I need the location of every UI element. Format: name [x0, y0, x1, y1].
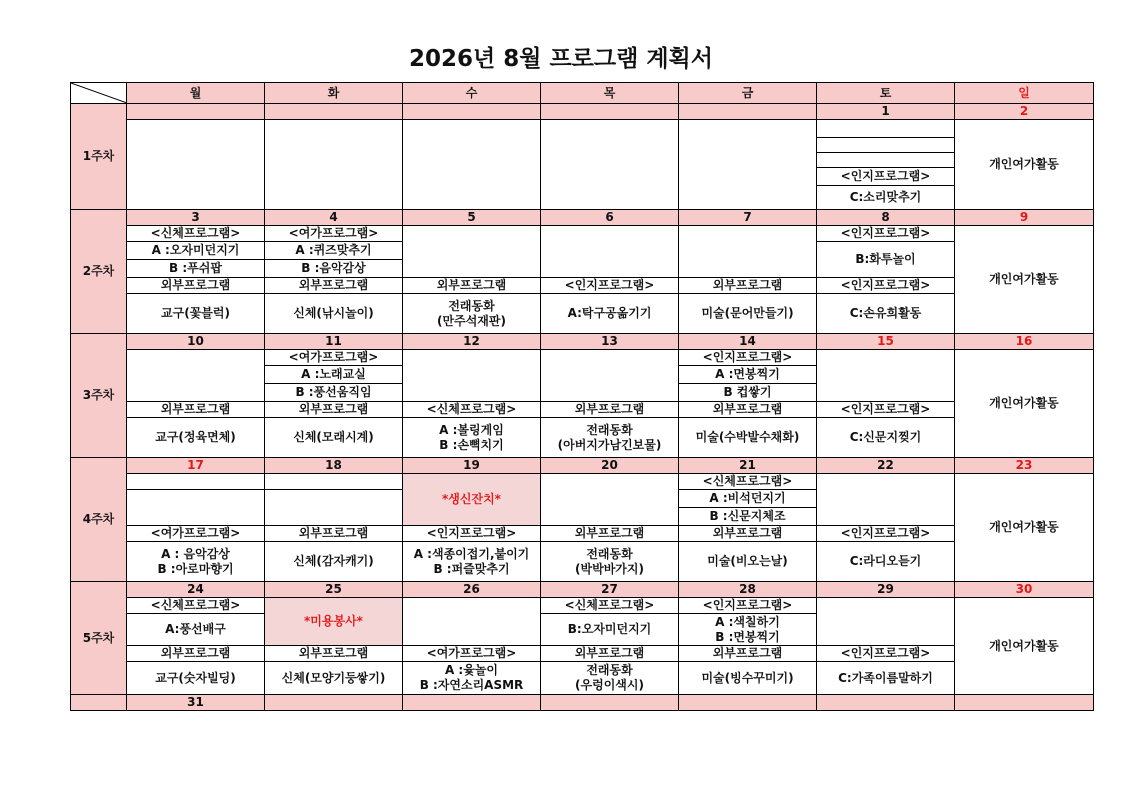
activity-option-b: B :음악감상 — [265, 260, 403, 278]
week4-row-a — [71, 474, 1094, 490]
weekday-header-row — [71, 83, 1094, 104]
empty-cell — [403, 598, 541, 646]
empty-cell — [265, 490, 403, 526]
activity-option-b: B :퍼즐맞추기 — [433, 561, 510, 576]
date-cell — [127, 104, 265, 120]
program-label: 외부프로그램 — [679, 526, 817, 542]
date-cell — [679, 695, 817, 711]
date-cell: 11 — [265, 334, 403, 350]
activity-cell — [403, 418, 541, 458]
date-cell: 8 — [817, 210, 955, 226]
program-label: 외부프로그램 — [265, 526, 403, 542]
date-cell — [403, 695, 541, 711]
program-label: 외부프로그램 — [541, 526, 679, 542]
page-title: 2026년 8월 프로그램 계획서 — [408, 46, 713, 72]
activity-option-b: B :푸쉬팝 — [127, 260, 265, 278]
day-header-sat: 토 — [817, 83, 955, 104]
activity-cell — [403, 662, 541, 695]
activity-cell: A:탁구공옮기기 — [541, 294, 679, 334]
program-label: 외부프로그램 — [127, 646, 265, 662]
empty-cell — [127, 120, 265, 210]
program-label: 외부프로그램 — [265, 278, 403, 294]
sunday-activity: 개인여가활동 — [955, 350, 1094, 458]
date-cell: 25 — [265, 582, 403, 598]
program-label: <인지프로그램> — [679, 350, 817, 366]
week2-row-a — [71, 226, 1094, 242]
day-header-sun: 일 — [955, 83, 1094, 104]
date-row-week3 — [71, 334, 1094, 350]
empty-cell — [127, 490, 265, 526]
activity-option-b: B :신문지체조 — [679, 508, 817, 526]
week3-row-a — [71, 350, 1094, 366]
empty-cell — [541, 226, 679, 278]
activity-option-a: A :퀴즈맞추기 — [265, 242, 403, 260]
header-corner-cell — [71, 83, 127, 104]
date-cell: 19 — [403, 458, 541, 474]
date-cell — [403, 104, 541, 120]
activity-option-a: A :색칠하기 — [715, 614, 780, 629]
program-label: <신체프로그램> — [403, 402, 541, 418]
date-cell: 21 — [679, 458, 817, 474]
program-label: <여가프로그램> — [265, 226, 403, 242]
date-cell: 5 — [403, 210, 541, 226]
date-cell: 9 — [955, 210, 1094, 226]
date-cell: 26 — [403, 582, 541, 598]
program-label: <여가프로그램> — [403, 646, 541, 662]
program-label: <신체프로그램> — [127, 226, 265, 242]
activity-cell: C:손유희활동 — [817, 294, 955, 334]
date-cell — [817, 695, 955, 711]
sunday-activity: 개인여가활동 — [955, 120, 1094, 210]
program-label: <인지프로그램> — [403, 526, 541, 542]
date-cell: 20 — [541, 458, 679, 474]
week-label-5: 5주차 — [71, 582, 127, 695]
date-cell — [679, 104, 817, 120]
activity-cell: C:신문지찢기 — [817, 418, 955, 458]
date-cell: 16 — [955, 334, 1094, 350]
activity-line-1: 전래동화 — [586, 663, 633, 677]
program-label: 외부프로그램 — [541, 646, 679, 662]
program-label: <신체프로그램> — [127, 598, 265, 614]
date-row-week5 — [71, 582, 1094, 598]
activity-cell — [541, 418, 679, 458]
activity-cell: 미술(빙수꾸미기) — [679, 662, 817, 695]
date-cell: 2 — [955, 104, 1094, 120]
empty-cell — [817, 138, 955, 153]
activity-cell — [403, 542, 541, 582]
date-cell — [955, 695, 1094, 711]
date-cell — [265, 104, 403, 120]
activity-option-b: B :아로마향기 — [157, 561, 234, 576]
activity-option-a: A :볼링게임 — [439, 422, 504, 437]
empty-cell — [127, 350, 265, 402]
empty-cell — [817, 598, 955, 646]
program-label: <인지프로그램> — [817, 402, 955, 418]
activity-cell: 신체(모양기둥쌓기) — [265, 662, 403, 695]
program-label: <인지프로그램> — [817, 226, 955, 242]
empty-cell — [265, 120, 403, 210]
date-cell: 3 — [127, 210, 265, 226]
program-label: 외부프로그램 — [403, 278, 541, 294]
date-cell — [265, 695, 403, 711]
empty-cell — [817, 120, 955, 138]
date-cell: 18 — [265, 458, 403, 474]
week5-row-c — [71, 646, 1094, 662]
empty-cell — [265, 474, 403, 490]
activity-cell: 미술(수박발수채화) — [679, 418, 817, 458]
program-label: <인지프로그램> — [817, 526, 955, 542]
empty-cell — [541, 120, 679, 210]
empty-cell — [817, 153, 955, 168]
week3-row-d — [71, 402, 1094, 418]
activity-option-b: B :풍선움직임 — [265, 384, 403, 402]
week5-row-d — [71, 662, 1094, 695]
day-header-thu: 목 — [541, 83, 679, 104]
week2-row-e — [71, 294, 1094, 334]
activity-line-2: (아버지가남긴보물) — [557, 437, 662, 452]
activity-cell: B:화투놀이 — [817, 242, 955, 278]
activity-cell: C:소리맞추기 — [817, 186, 955, 210]
empty-cell — [541, 350, 679, 402]
activity-option-b: B :면봉찍기 — [715, 629, 780, 644]
program-label: 외부프로그램 — [127, 402, 265, 418]
date-cell: 10 — [127, 334, 265, 350]
program-label: 외부프로그램 — [127, 278, 265, 294]
date-row-week6 — [71, 695, 1094, 711]
week4-row-d — [71, 526, 1094, 542]
date-cell: 4 — [265, 210, 403, 226]
program-label: 외부프로그램 — [679, 646, 817, 662]
activity-cell: 교구(정육면체) — [127, 418, 265, 458]
empty-cell — [817, 474, 955, 526]
activity-cell: A:풍선배구 — [127, 614, 265, 646]
day-header-mon: 월 — [127, 83, 265, 104]
activity-cell: 신체(모래시계) — [265, 418, 403, 458]
date-cell: 1 — [817, 104, 955, 120]
week2-row-d — [71, 278, 1094, 294]
activity-cell — [679, 614, 817, 646]
week4-row-e — [71, 542, 1094, 582]
week-label-6 — [71, 695, 127, 711]
program-label: 외부프로그램 — [679, 278, 817, 294]
activity-cell: C:가족이름말하기 — [817, 662, 955, 695]
date-cell: 30 — [955, 582, 1094, 598]
program-label: 외부프로그램 — [265, 402, 403, 418]
activity-cell: 교구(꽃블럭) — [127, 294, 265, 334]
week5-row-a — [71, 598, 1094, 614]
program-label: <인지프로그램> — [679, 598, 817, 614]
activity-line-1: 전래동화 — [586, 546, 633, 561]
date-cell — [541, 695, 679, 711]
program-label: <인지프로그램> — [817, 168, 955, 186]
date-row-week2 — [71, 210, 1094, 226]
week-label-3: 3주차 — [71, 334, 127, 458]
activity-line-1: 전래동화 — [448, 298, 495, 313]
program-label: <인지프로그램> — [541, 278, 679, 294]
day-header-wed: 수 — [403, 83, 541, 104]
date-cell: 27 — [541, 582, 679, 598]
activity-cell: 신체(감자캐기) — [265, 542, 403, 582]
activity-option-a: A : 음악감상 — [161, 546, 230, 561]
activity-option-a: A :면봉찍기 — [679, 366, 817, 384]
activity-option-b: B 컵쌓기 — [679, 384, 817, 402]
week1-row-a — [71, 120, 1094, 138]
empty-cell — [403, 350, 541, 402]
activity-cell — [127, 542, 265, 582]
program-label: 외부프로그램 — [265, 646, 403, 662]
activity-option-a: A :색종이접기,붙이기 — [413, 546, 530, 561]
date-cell: 22 — [817, 458, 955, 474]
sunday-activity: 개인여가활동 — [955, 598, 1094, 695]
date-row-week1 — [71, 104, 1094, 120]
week-label-2: 2주차 — [71, 210, 127, 334]
date-cell: 31 — [127, 695, 265, 711]
empty-cell — [679, 226, 817, 278]
program-label: <여가프로그램> — [265, 350, 403, 366]
diagonal-line — [71, 83, 127, 103]
activity-option-a: A :오자미던지기 — [127, 242, 265, 260]
activity-cell: 미술(문어만들기) — [679, 294, 817, 334]
birthday-party-event: *생신잔치* — [403, 474, 541, 526]
empty-cell — [403, 120, 541, 210]
activity-option-a: A :노래교실 — [265, 366, 403, 384]
activity-cell — [541, 542, 679, 582]
week-label-4: 4주차 — [71, 458, 127, 582]
date-cell: 29 — [817, 582, 955, 598]
activity-line-2: (만주석재판) — [437, 313, 506, 328]
beauty-volunteer-event: *미용봉사* — [265, 598, 403, 646]
empty-cell — [679, 120, 817, 210]
date-row-week4 — [71, 458, 1094, 474]
activity-cell: 교구(숫자빌딩) — [127, 662, 265, 695]
date-cell: 15 — [817, 334, 955, 350]
program-calendar-table — [70, 82, 1094, 711]
activity-option-a: A :윷놀이 — [444, 663, 499, 677]
date-cell: 6 — [541, 210, 679, 226]
activity-cell: 신체(낚시놀이) — [265, 294, 403, 334]
program-label: <인지프로그램> — [817, 278, 955, 294]
program-label: <인지프로그램> — [817, 646, 955, 662]
date-cell: 24 — [127, 582, 265, 598]
week-label-1: 1주차 — [71, 104, 127, 210]
activity-cell: 미술(비오는날) — [679, 542, 817, 582]
activity-cell — [541, 662, 679, 695]
program-label: <신체프로그램> — [541, 598, 679, 614]
activity-cell: B:오자미던지기 — [541, 614, 679, 646]
empty-cell — [817, 350, 955, 402]
empty-cell — [127, 474, 265, 490]
date-cell: 17 — [127, 458, 265, 474]
date-cell — [541, 104, 679, 120]
activity-option-b: B :손뼉치기 — [439, 437, 504, 452]
program-label: <신체프로그램> — [679, 474, 817, 490]
activity-option-b: B :자연소리ASMR — [419, 678, 524, 692]
empty-cell — [403, 226, 541, 278]
date-cell: 7 — [679, 210, 817, 226]
day-header-fri: 금 — [679, 83, 817, 104]
program-label: 외부프로그램 — [541, 402, 679, 418]
sunday-activity: 개인여가활동 — [955, 474, 1094, 582]
program-label: 외부프로그램 — [679, 402, 817, 418]
date-cell: 14 — [679, 334, 817, 350]
activity-cell — [403, 294, 541, 334]
program-label: <여가프로그램> — [127, 526, 265, 542]
activity-line-2: (우렁이색시) — [575, 678, 644, 692]
date-cell: 23 — [955, 458, 1094, 474]
activity-line-1: 전래동화 — [586, 422, 633, 437]
sunday-activity: 개인여가활동 — [955, 226, 1094, 334]
empty-cell — [541, 474, 679, 526]
activity-cell: C:라디오듣기 — [817, 542, 955, 582]
activity-option-a: A :비석던지기 — [679, 490, 817, 508]
activity-line-2: (박박바가지) — [575, 561, 644, 576]
date-cell: 28 — [679, 582, 817, 598]
date-cell: 12 — [403, 334, 541, 350]
date-cell: 13 — [541, 334, 679, 350]
week3-row-e — [71, 418, 1094, 458]
day-header-tue: 화 — [265, 83, 403, 104]
